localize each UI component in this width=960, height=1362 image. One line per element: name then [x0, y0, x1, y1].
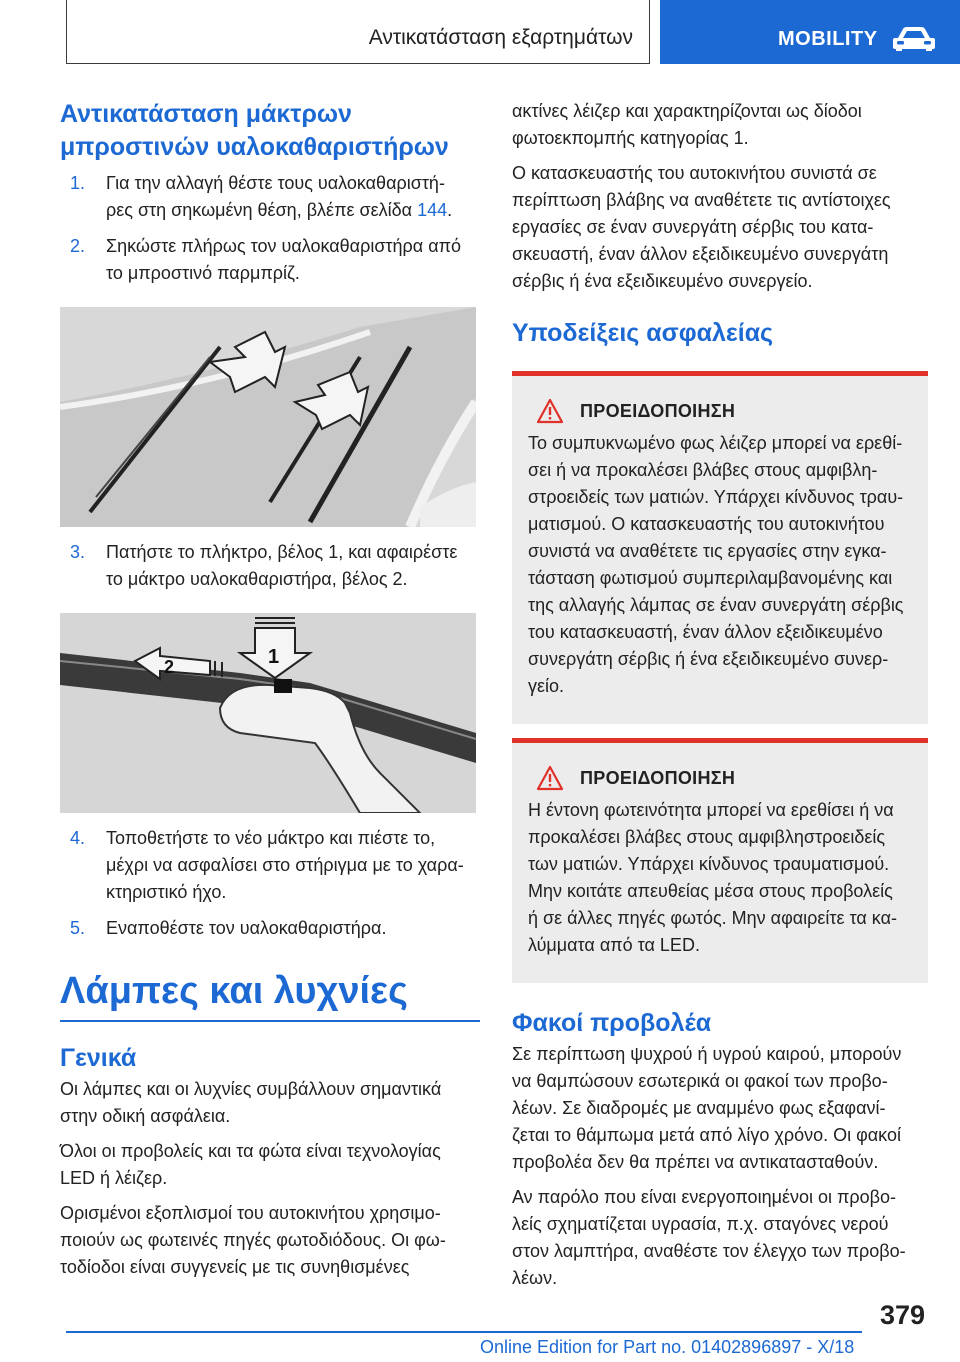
header-section-box [66, 0, 650, 64]
header-category-label: MOBILITY [778, 28, 878, 50]
arrow-label-2: 2 [164, 657, 175, 677]
lamps-heading: Λάμπες και λυχνίες [60, 970, 408, 1012]
step-2: 2. Σηκώστε πλήρως τον υαλοκαθαριστήρα από το μπροστινό παρμπρίζ. [70, 236, 462, 283]
warning-title: ΠΡΟΕΙΔΟΠΟΙΗΣΗ [580, 767, 736, 788]
header-section-title: Αντικατάσταση εξαρτημάτων [368, 26, 633, 49]
step-3: 3. Πατήστε το πλήκτρο, βέλος 1, και αφαιρέστε το μάκτρο υαλοκαθαριστήρα, βέλος 2. [70, 542, 458, 589]
windshield-illustration [60, 307, 476, 527]
continued-paragraph-1: ακτίνες λέιζερ και χαρακτηρίζονται ως δίοδοι φωτοεκπομπής κατηγορίας 1. [512, 101, 862, 148]
headlights-paragraph-2: Αν παρόλο που είναι ενεργοποιημένοι οι προβο- λείς σχηματίζεται υγρασία, π.χ. σταγόνες νερού στον λαμπτήρα, αναθέστε τον έλεγχο των προβο- λέων. [512, 1187, 906, 1288]
continued-paragraph-2: Ο κατασκευαστής του αυτοκινήτου συνιστά σε περίπτωση βλάβης να αναθέτετε τις αντίστοιχες εργασίες σε έναν συνεργάτη σέρβις του κατα- σκευαστή, έναν άλλον εξειδικευμένο συνεργάτη σέρβις ή ένα εξειδικευμένο συνεργείο. [512, 163, 891, 291]
arrow-label-1: 1 [268, 646, 280, 668]
steps-list-a [60, 170, 480, 287]
warning-box-2 [512, 738, 928, 983]
safety-heading: Υποδείξεις ασφαλείας [512, 319, 774, 347]
page-link[interactable]: 144 [417, 200, 448, 220]
general-paragraph-2: Όλοι οι προβολείς και τα φώτα είναι τεχνολογίας LED ή λέιζερ. [60, 1140, 441, 1188]
steps-list-c [60, 825, 480, 942]
wiper-release-illustration [60, 613, 476, 813]
footer-rule [66, 1331, 862, 1333]
general-paragraph-3: Ορισμένοι εξοπλισμοί του αυτοκινήτου χρησιμο- ποιούν ως φωτεινές πηγές φωτοδιόδους. Οι φω- τοδίοδοι είναι συγγενείς με τις συνηθισμένες [60, 1202, 446, 1277]
warning-triangle-icon [536, 765, 564, 791]
footer-edition: Online Edition for Part no. 01402896897 - X/18 [480, 1337, 855, 1357]
figure-wiper-release [60, 613, 476, 813]
warning-title: ΠΡΟΕΙΔΟΠΟΙΗΣΗ [580, 400, 736, 421]
warning-box-1 [512, 371, 928, 724]
lamps-heading-rule [60, 1020, 480, 1022]
step-5: 5. Εναποθέστε τον υαλοκαθαριστήρα. [70, 918, 387, 938]
figure-windshield-wipers [60, 307, 476, 527]
headlights-heading: Φακοί προβολέα [512, 1009, 712, 1037]
header-category-tab[interactable] [660, 0, 960, 64]
car-icon [892, 26, 936, 52]
warning-text: Το συμπυκνωμένο φως λέιζερ μπορεί να ερεθί- σει ή να προκαλέσει βλάβες στους αμφιβλη- στροειδείς των ματιών. Υπάρχει κίνδυνος τραυ- ματισμού. Ο κατασκευαστής του αυτοκινήτου συνιστά να αναθέτετε τις εργασίες στην εγκα- τάσταση φωτισμού συμπεριλαμβανομένης και της αλλαγής λάμπας σε έναν συνεργάτη σέρβις του κατασκευαστή, έναν άλλον εξειδικευμένο συνεργάτη σέρβις ή ένα εξειδικευμένο συνερ- γείο. [528, 433, 904, 696]
step-1: 1. Για την αλλαγή θέστε τους υαλοκαθαριστή- ρες στη σηκωμένη θέση, βλέπε σελίδα 144. [70, 173, 453, 220]
steps-list-b [60, 539, 480, 593]
wiper-heading: Αντικατάσταση μάκτρων μπροστινών υαλοκαθαριστήρων [60, 100, 449, 161]
right-column [512, 98, 928, 1292]
left-column [60, 98, 480, 1281]
general-paragraph-1: Οι λάμπες και οι λυχνίες συμβάλλουν σημαντικά στην οδική ασφάλεια. [60, 1078, 442, 1126]
general-heading: Γενικά [60, 1043, 137, 1072]
headlights-paragraph-1: Σε περίπτωση ψυχρού ή υγρού καιρού, μπορούν να θαμπώσουν εσωτερικά οι φακοί των προβο- λέων. Σε διαδρομές με αναμμένο φως εξαφανί- ζεται το θάμπωμα μετά από λίγο χρόνο. Οι φακοί προβολέα δεν θα πρέπει να αντικατασταθούν. [512, 1044, 902, 1172]
step-4: 4. Τοποθετήστε το νέο μάκτρο και πιέστε το, μέχρι να ασφαλίσει στο στήριγμα με το χαρα- κτηριστικό ήχο. [70, 828, 464, 902]
page-number: 379 [880, 1300, 926, 1330]
warning-triangle-icon [536, 398, 564, 424]
warning-text: Η έντονη φωτεινότητα μπορεί να ερεθίσει ή να προκαλέσει βλάβες στους αμφιβληστροειδείς των ματιών. Υπάρχει κίνδυνος τραυματισμού. Μην κοιτάτε απευθείας μέσα στους προβολείς ή σε άλλες πηγές φωτός. Μην αφαιρείτε τα κα- λύμματα από τα LED. [528, 800, 897, 955]
